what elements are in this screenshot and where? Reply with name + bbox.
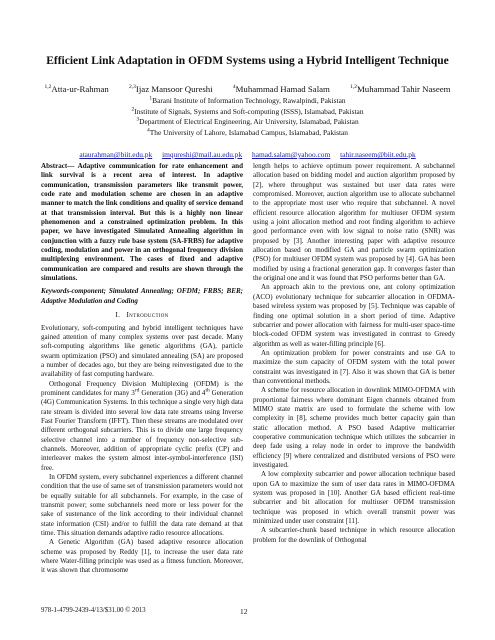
author: $^{1,2}$Atta-ur-Rahman <box>44 84 109 94</box>
author-list <box>20 84 475 94</box>
paragraph: An approach akin to the previous one, ant colony optimization (ACO) evolutionary technique for subcarrier allocation in OFDMA-based wireless system was proposed by [5]. Technique was capable of finding one optimal solution in a short period of time. Adaptive subcarrier and power allocation with fairness for multi-user space-time block-coded OFDM system was investigated in contrast to Greedy algorithm as well as water-filling principle [6]. <box>253 283 455 348</box>
right-column <box>253 162 455 545</box>
email-list <box>20 150 475 159</box>
paragraph: A subcarrier-chunk based technique in which resource allocation problem for the downlink of Orthogonal <box>253 526 455 544</box>
email-link[interactable]: hamad.salam@yahoo.com <box>252 150 331 159</box>
author: $^{2,3}$Ijaz Mansoor Qureshi <box>129 84 213 94</box>
email-link[interactable]: tahir.naseem@biit.edu.pk <box>340 150 416 159</box>
paragraph: length helps to achieve optimum power requirement. A subchannel allocation based on bidding model and auction algorithm proposed by [2], where throughput was sustained but user data rates were compromised. Moreover, auction algorithm use to allocate subchannel to the appropriate most user who require that subchannel. A novel efficient resource allocation algorithm for multiuser OFDM system using a joint allocation method and root finding algorithm to achieve good performance even with low signal to noise ratio (SNR) was proposed by [3]. Another interesting paper with adaptive resource allocation based on modified GA and particle swarm optimization (PSO) for multiuser OFDM system was proposed by [4]. GA has been modified by using a fractional generation gap. It converges faster than the original one and it was found that PSO performs better than GA. <box>253 162 455 283</box>
email-link[interactable]: ataurahman@biit.edu.pk <box>79 150 153 159</box>
paragraph: In OFDM system, every subchannel experiences a different channel condition that the use of same set of transmission parameters would not be equally suitable for all subchannels. For example, in the case of transmit power; some subchannels need more or less power for the sake of sustenance of the link according to their individual channel state information (CSI) and/or to fulfill the data rate demand at that time. This situation demands adaptive radio resource allocations. <box>41 473 243 538</box>
paragraph: A low complexity subcarrier and power allocation technique based upon GA to maximize the sum of user data rates in MIMO-OFDMA system was proposed in [10]. Another GA based efficient real-time subcarrier and bit allocation for multiuser OFDM transmission technique was proposed in which overall transmit power was minimized under user constraint [11]. <box>253 470 455 526</box>
section-heading: I. Introduction <box>115 311 169 320</box>
left-column <box>41 162 243 576</box>
paragraph: A scheme for resource allocation in downlink MIMO-OFDMA with proportional fairness where dominant Eigen channels obtained from MIMO state matrix are used to formulate the scheme with low complexity in [8], scheme provides much better capacity gain than static allocation method. A PSO based Adaptive multicarrier cooperative communication technique which utilizes the subcarrier in deep fade using a relay node in order to improve the bandwidth efficiency [9] where centralized and distributed versions of PSO were investigated. <box>253 386 455 469</box>
page-number: 12 <box>240 607 248 616</box>
email-link[interactable]: imqureshi@mail.au.edu.pk <box>162 150 243 159</box>
paper-title: Efficient Link Adaptation in OFDM Systems using a Hybrid Intelligent Technique <box>46 55 449 67</box>
paragraph: An optimization problem for power constraints and use GA to maximize the sum capacity of OFDM system with the total power constraint was investigated in [7]. Also it was shown that GA is better than conventional methods. <box>253 348 455 385</box>
author: $^4$Muhammad Hamad Salam <box>232 84 330 94</box>
affiliation: $^1$Barani Institute of Information Technology, Rawalpindi, Pakistan <box>149 95 346 105</box>
abstract: Abstract— Adaptive communication for rate enhancement and link survival is a recent area of interest. In adaptive communication, transmission parameters like transmit power, code rate and modulation scheme are chosen in an adaptive manner to match the link conditions and quality of service demand at that transmission interval. But this is a highly non linear phenomenon and a constrained optimization problem. In this paper, we have investigated Simulated Annealing algorithm in conjunction with a fuzzy rule base system (SA-FRBS) for adaptive coding, modulation and power in an orthogonal frequency division multiplexing environment. The cases of fixed and adaptive communication are compared and results are shown through the simulations. <box>41 162 243 283</box>
affiliation-list <box>20 96 475 138</box>
paragraph: Evolutionary, soft-computing and hybrid intelligent techniques have gained attention of many complex systems over past decade. Many soft-computing algorithms like genetic algorithms (GA), particle swarm optimization (PSO) and simulated annealing (SA) are proposed a number of decades ago, but they are being reinvestigated due to the availability of fast computing hardware. <box>41 323 243 379</box>
footer-isbn: 978-1-4799-2439-4/13/$31.00 © 2013 <box>41 607 146 614</box>
paragraph: Orthogonal Frequency Division Multiplexing (OFDM) is the prominent candidates for many 3rd Generation (3G) and 4th Generation (4G) Communication Systems. In this technique a single very high data rate stream is divided into several low data rate streams using Inverse Fast Fourier Transform (IFFT). Then these streams are modulated over different orthogonal subcarriers. This is to divide one large frequency selective channel into a number of frequency non-selective sub-channels. Moreover, addition of appropriate cyclic prefix (CP) and interleaver makes the system almost inter-symbol-interference (ISI) free. <box>41 379 243 472</box>
author: $^{1,2}$Muhammad Tahir Naseem <box>350 84 451 94</box>
keywords: Keywords-component; Simulated Annealing; OFDM; FRBS; BER; Adaptive Modulation and Coding <box>41 287 243 305</box>
affiliation: $^3$Department of Electrical Engineering, Air University, Islamabad, Pakistan <box>136 116 359 127</box>
affiliation: $^2$Institute of Signals, Systems and Soft-computing (ISSS), Islamabad, Pakistan <box>131 106 364 116</box>
affiliation: $^4$The University of Lahore, Islamabad Campus, Islamabad, Pakistan <box>146 127 348 137</box>
paragraph: A Genetic Algorithm (GA) based adaptive resource allocation scheme was proposed by Reddy [1], to increase the user data rate where Water-filling principle was used as a fitness function. Moreover, it was shown that chromosome <box>41 538 243 575</box>
